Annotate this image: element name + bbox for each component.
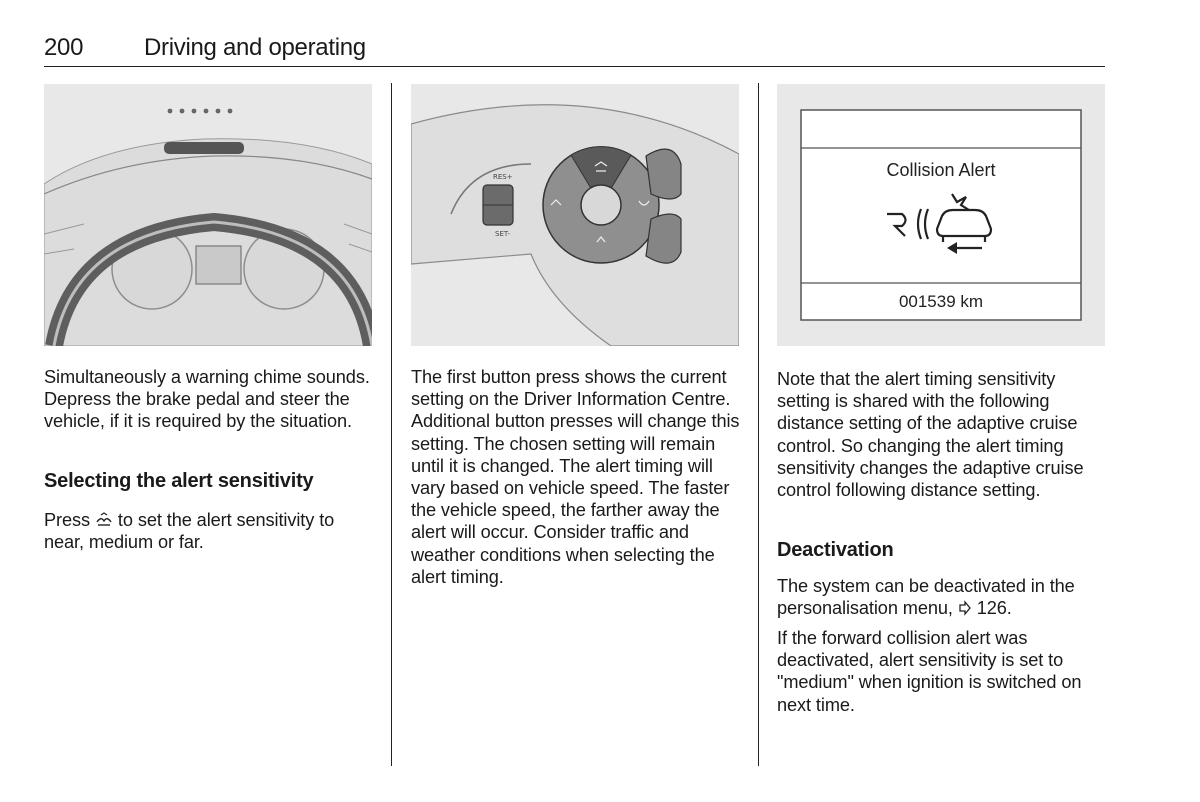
press-text-before: Press [44,510,90,530]
press-paragraph [44,509,376,553]
reset-paragraph [777,627,1113,716]
collision-alert-sensitivity-icon [95,511,113,527]
column-divider [758,83,759,766]
res-label: RES+ [493,173,513,181]
col2-paragraph [411,366,743,588]
set-label: SET- [495,230,511,238]
page-reference-arrow-icon [958,599,972,615]
warning-chime-text: Simultaneously a warning chime sounds. Depress the brake pedal and steer the vehicle, if it is required by the situation. [44,367,370,432]
display-title: Collision Alert [886,160,996,180]
press-text-after: to set the alert sensitivity to near, medium or far. [44,510,335,553]
deactivation-heading: Deactivation [777,539,894,561]
odometer-reading: 001539 km [898,292,984,311]
dashboard-figure [44,84,372,346]
medium-reset-text: If the forward collision alert was deactivated, alert sensitivity is set to "medium" when ignition is switched on next time. [777,628,1082,715]
deactivation-paragraph [777,575,1113,619]
shared-setting-text: Note that the alert timing sensitivity setting is shared with the following distance setting of the adaptive cruise control. So changing the alert timing sensitivity changes the adaptive cruise control following distance setting. [777,369,1084,501]
selecting-sensitivity-heading: Selecting the alert sensitivity [44,470,314,492]
dic-display-figure [777,84,1105,346]
deactivation-text-before: The system can be deactivated in the personalisation menu, [777,576,1075,619]
col3-paragraph [777,368,1113,501]
page-number: 200 [44,34,84,61]
section-title: Driving and operating [144,34,366,61]
col1-paragraph [44,366,376,433]
column-divider [391,83,392,766]
deactivation-page-ref[interactable]: 126. [976,598,1012,619]
steering-wheel-controls-figure [411,84,739,346]
button-press-text: The first button press shows the current setting on the Driver Information Centre. Additional button presses will change this setting. The chosen setting will remain until it is changed. The alert timing will vary based on vehicle speed. The faster the vehicle speed, the farther away the alert will occur. Consider traffic and weather conditions when selecting the alert timing. [411,367,740,587]
page-header [44,34,1105,67]
